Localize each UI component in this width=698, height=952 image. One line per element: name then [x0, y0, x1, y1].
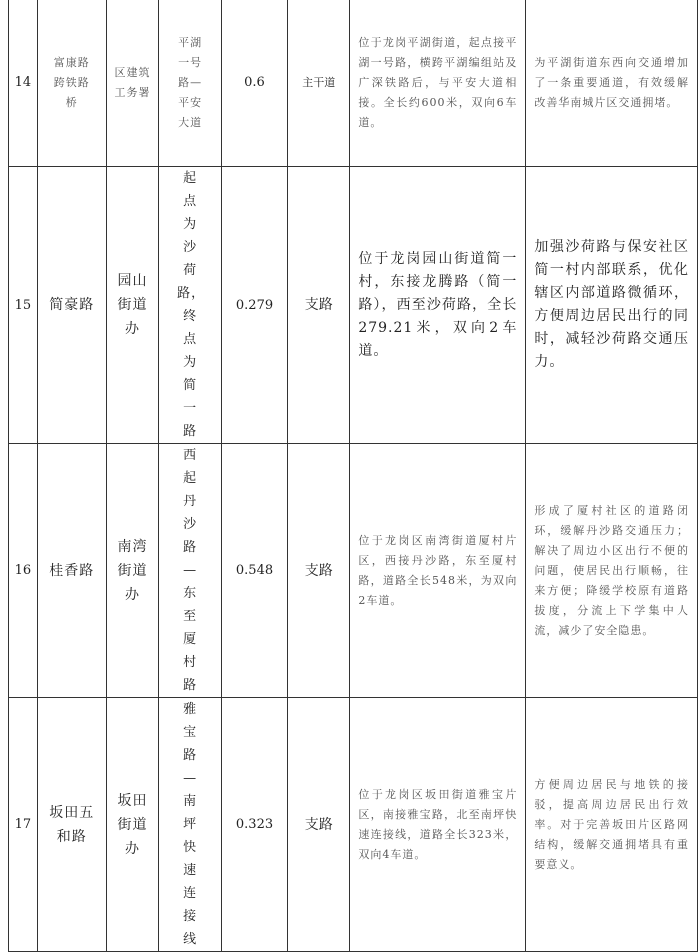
responsible-org: 南湾街道办 [117, 538, 148, 603]
road-type: 主干道 [288, 0, 350, 167]
road-name: 富康路跨铁路桥 [53, 55, 90, 109]
road-effect: 形成了厦村社区的道路闭环，缓解丹沙路交通压力；解决了周边小区出行不便的问题，使居民出行顺畅，往来方便；降缓学校原有道路拔度，分流上下学集中人流，减少了安全隐患。 [534, 503, 689, 637]
road-name: 简豪路 [49, 297, 95, 313]
road-description: 位于龙岗区南湾街道厦村片区，西接丹沙路，东至厦村路，道路全长548米，为双向2车道。 [358, 533, 518, 607]
road-effect: 加强沙荷路与保安社区简一村内部联系，优化辖区内部道路微循环，方便周边居民出行的同时，减轻沙荷路交通压力。 [534, 239, 689, 370]
road-name: 桂香路 [49, 562, 95, 579]
row-number: 16 [9, 444, 38, 698]
road-range: 平湖一号路—平安大道 [178, 35, 203, 129]
table-row [9, 167, 698, 444]
road-description: 位于龙岗区坂田街道雅宝片区，南接雅宝路，北至南坪快速连接线，道路全长323米，双向4车道。 [358, 787, 518, 861]
row-number: 14 [9, 0, 38, 167]
responsible-org: 园山街道办 [117, 273, 148, 337]
table-row [9, 444, 698, 698]
road-effect: 方便周边居民与地铁的接驳，提高周边居民出行效率。对于完善坂田片区路网结构，缓解交通拥堵具有重要意义。 [534, 777, 689, 871]
road-type: 支路 [288, 698, 350, 952]
road-range: 西起丹沙路—东至厦村路 [183, 448, 198, 693]
road-length: 0.548 [221, 444, 287, 698]
road-name: 坂田五和路 [49, 804, 95, 845]
road-length: 0.323 [221, 698, 287, 952]
road-type: 支路 [288, 167, 350, 444]
road-description: 位于龙岗园山街道简一村，东接龙腾路（简一路），西至沙荷路，全长279.21米，双向2车道。 [358, 250, 518, 359]
road-range: 雅宝路—南坪快速连接线 [183, 702, 198, 947]
row-number: 17 [9, 698, 38, 952]
table-row [9, 698, 698, 952]
road-type: 支路 [288, 444, 350, 698]
road-effect: 为平湖街道东西向交通增加了一条重要通道，有效缓解改善华南城片区交通拥堵。 [534, 55, 689, 109]
table-row [9, 0, 698, 167]
row-number: 15 [9, 167, 38, 444]
responsible-org: 区建筑工务署 [114, 65, 151, 99]
road-length: 0.6 [221, 0, 287, 167]
road-projects-table [8, 0, 698, 952]
road-length: 0.279 [221, 167, 287, 444]
road-description: 位于龙岗平湖街道，起点接平湖一号路，横跨平湖编组站及广深铁路后，与平安大道相接。全长约600米，双向6车道。 [358, 35, 518, 129]
road-range: 起点为沙荷路，终点为简一路 [177, 171, 206, 439]
responsible-org: 坂田街道办 [117, 792, 148, 857]
